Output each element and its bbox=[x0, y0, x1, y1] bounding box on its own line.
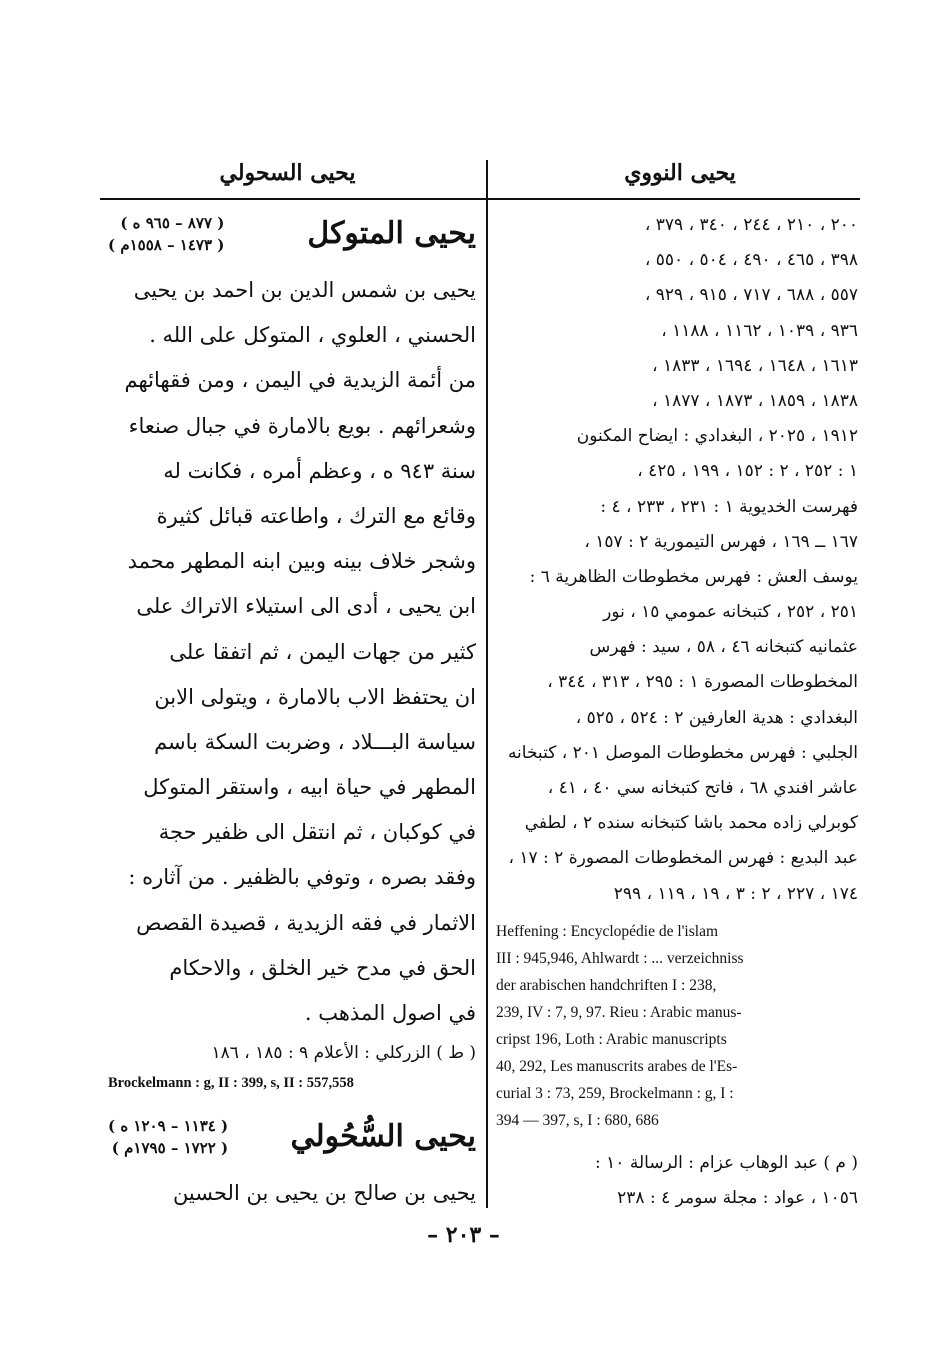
dates-gregorian: ( ١٤٧٣ – ١٥٥٨م ) bbox=[108, 236, 225, 254]
latin-line: 394 — 397, s, I : 680, 686 bbox=[496, 1111, 659, 1129]
text-line: من أئمة الزيدية في اليمن ، ومن فقهائهم bbox=[124, 368, 476, 393]
entry-dates bbox=[108, 212, 224, 256]
latin-line: der arabischen handchriften I : 238, bbox=[496, 976, 717, 994]
text-line: ٣٩٨ ، ٤٦٥ ، ٤٩٠ ، ٥٠٤ ، ٥٥٠ ، bbox=[644, 250, 858, 271]
text-line: ١٩١٢ ، ٢٠٢٥ ، البغدادي : ايضاح المكنون bbox=[576, 426, 858, 447]
text-line: كوبرلي زاده محمد باشا كتبخانه سنده ٢ ، لطفي bbox=[524, 813, 858, 834]
text-line: سنة ٩٤٣ ه ، وعظم أمره ، فكانت له bbox=[163, 458, 476, 483]
text-line: ١٧٤ ، ٢٢٧ ، ٢ : ٣ ، ١٩ ، ١١٩ ، ٢٩٩ bbox=[613, 883, 858, 904]
text-line: وفقد بصره ، وتوفي بالظفير . من آثاره : bbox=[128, 865, 476, 890]
entry-heading bbox=[108, 208, 476, 268]
running-header-left: يحيى السحولي bbox=[219, 160, 356, 186]
reference-latin: Brockelmann : g, II : 399, s, II : 557,558 bbox=[108, 1075, 354, 1092]
text-line: ١٨٣٨ ، ١٨٥٩ ، ١٨٧٣ ، ١٨٧٧ ، bbox=[652, 390, 858, 411]
left-column bbox=[108, 208, 476, 1216]
text-line: ٢٥١ ، ٢٥٢ ، كتبخانه عمومي ١٥ ، نور bbox=[603, 602, 858, 623]
text-line: البغدادي : هدية العارفين ٢ : ٥٢٤ ، ٥٢٥ ، bbox=[575, 707, 858, 728]
text-line: في كوكبان ، ثم انتقل الى ظفير حجة bbox=[158, 820, 476, 845]
text-line: يحيى بن صالح بن يحيى بن الحسين bbox=[172, 1181, 476, 1206]
entry-title: يحيى السُّحُولي bbox=[290, 1119, 476, 1155]
text-line: يوسف العش : فهرس مخطوطات الظاهرية ٦ : bbox=[529, 566, 858, 587]
latin-line: III : 945,946, Ahlwardt : ... verzeichniss bbox=[496, 949, 744, 967]
text-line: ١٦٧ ــ ١٦٩ ، فهرس التيمورية ٢ : ١٥٧ ، bbox=[584, 531, 858, 552]
latin-line: 239, IV : 7, 9, 97. Rieu : Arabic manus- bbox=[496, 1003, 742, 1021]
entry-title: يحيى المتوكل bbox=[307, 216, 476, 251]
header-rule bbox=[100, 198, 860, 200]
text-line: الحق في مدح خير الخلق ، والاحكام bbox=[169, 955, 476, 980]
entry-dates bbox=[108, 1115, 228, 1159]
dates-gregorian: ( ١٧٢٢ – ١٧٩٥م ) bbox=[111, 1139, 229, 1158]
dates-hijri: ( ٨٧٧ – ٩٦٥ ه ) bbox=[120, 214, 225, 232]
column-divider bbox=[486, 160, 488, 1208]
entry-heading bbox=[108, 1111, 476, 1171]
text-line: ٩٣٦ ، ١٠٣٩ ، ١١٦٢ ، ١١٨٨ ، bbox=[661, 320, 858, 341]
text-line: عثمانيه كتبخانه ٤٦ ، ٥٨ ، سيد : فهرس bbox=[589, 637, 858, 658]
text-line: عبد البديع : فهرس المخطوطات المصورة ٢ : ١٧ ، bbox=[508, 848, 858, 869]
text-line: فهرست الخديوية ١ : ٢٣١ ، ٢٣٣ ، ٤ : bbox=[600, 496, 858, 517]
text-line: الاثمار في فقه الزيدية ، قصيدة القصص bbox=[136, 910, 476, 935]
text-line: ٥٥٧ ، ٦٨٨ ، ٧١٧ ، ٩١٥ ، ٩٢٩ ، bbox=[644, 285, 858, 306]
text-line: سياسة البـــلاد ، وضربت السكة باسم bbox=[154, 729, 476, 754]
dates-hijri: ( ١١٣٤ – ١٢٠٩ ه ) bbox=[108, 1117, 229, 1136]
text-line: كثير من جهات اليمن ، ثم اتفقا على bbox=[169, 639, 476, 664]
latin-line: 40, 292, Les manuscrits arabes de l'Es- bbox=[496, 1057, 738, 1075]
text-line: المخطوطات المصورة ١ : ٢٩٥ ، ٣١٣ ، ٣٤٤ ، bbox=[547, 672, 858, 693]
reference-arabic: ( ط ) الزركلي : الأعلام ٩ : ١٨٥ ، ١٨٦ bbox=[211, 1043, 476, 1064]
text-line: المطهر في حياة ابيه ، واستقر المتوكل bbox=[143, 775, 476, 800]
text-line: وقائع مع الترك ، واطاعته قبائل كثيرة bbox=[156, 503, 476, 528]
text-line: ١ : ٢٥٢ ، ٢ : ١٥٢ ، ١٩٩ ، ٤٢٥ ، bbox=[637, 461, 858, 482]
entry-spacer bbox=[108, 1097, 476, 1111]
latin-bibliography bbox=[496, 918, 858, 1134]
text-line: في اصول المذهب . bbox=[304, 1001, 476, 1025]
latin-line: curial 3 : 73, 259, Brockelmann : g, I : bbox=[496, 1084, 734, 1102]
text-line: ابن يحيى ، أدى الى استيلاء الاتراك على bbox=[136, 594, 476, 619]
page-number: – ٢٠٣ – bbox=[427, 1222, 500, 1248]
text-line: ١٦١٣ ، ١٦٤٨ ، ١٦٩٤ ، ١٨٣٣ ، bbox=[652, 355, 858, 376]
text-line: وشجر خلاف بينه وبين ابنه المطهر محمد bbox=[127, 549, 476, 574]
text-line: ٢٠٠ ، ٢١٠ ، ٢٤٤ ، ٣٤٠ ، ٣٧٩ ، bbox=[644, 215, 858, 235]
latin-line: cripst 196, Loth : Arabic manuscripts bbox=[496, 1030, 727, 1048]
text-line: وشعرائهم . بويع بالامارة في جبال صنعاء bbox=[128, 413, 476, 438]
latin-line: Heffening : Encyclopédie de l'islam bbox=[496, 922, 719, 940]
text-line: ان يحتفظ الاب بالامارة ، ويتولى الابن bbox=[154, 684, 476, 709]
author-note-line: ( م ) عبد الوهاب عزام : الرسالة ١٠ : bbox=[595, 1152, 858, 1173]
text-line: يحيى بن شمس الدين بن احمد بن يحيى bbox=[133, 278, 476, 302]
text-line: الحسني ، العلوي ، المتوكل على الله . bbox=[149, 323, 476, 348]
right-column bbox=[496, 208, 858, 1216]
running-header-right: يحيى النووي bbox=[624, 160, 736, 186]
author-note-line: ١٠٥٦ ، عواد : مجلة سومر ٤ : ٢٣٨ bbox=[617, 1187, 858, 1208]
text-line: الجلبي : فهرس مخطوطات الموصل ٢٠١ ، كتبخانه bbox=[507, 742, 858, 763]
text-line: عاشر افندي ٦٨ ، فاتح كتبخانه سي ٤٠ ، ٤١ ، bbox=[547, 778, 858, 798]
